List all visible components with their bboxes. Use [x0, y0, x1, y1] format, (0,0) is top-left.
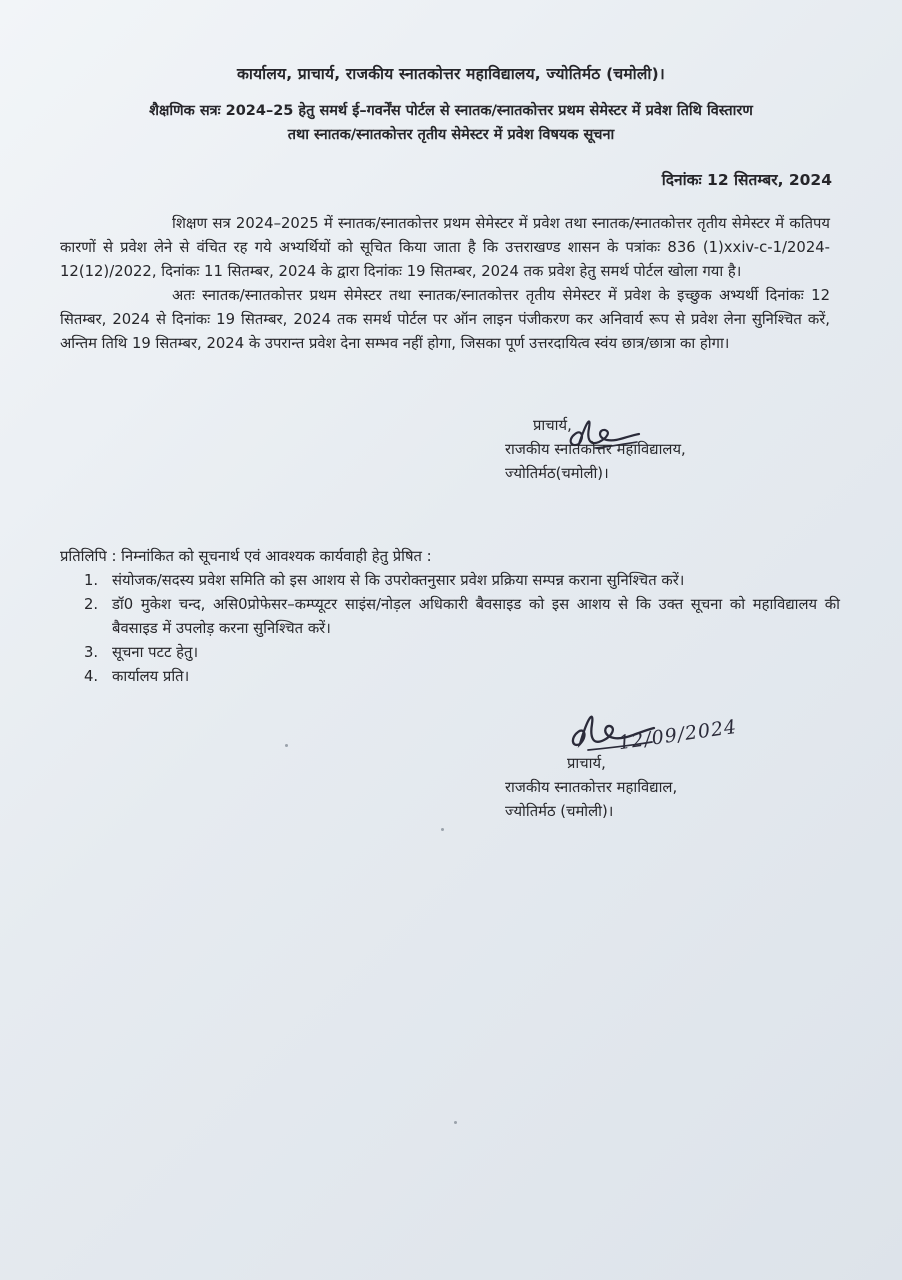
sig1-title: प्राचार्य, — [533, 417, 572, 434]
sig2-college: राजकीय स्नातकोत्तर महाविद्याल, — [505, 779, 678, 796]
sig1-location: ज्योतिर्मठ(चमोली)। — [505, 465, 609, 482]
list-item-text: संयोजक/सदस्य प्रवेश समिति को इस आशय से कि उपरोक्तनुसार प्रवेश प्रक्रिया सम्पन्न कराना सुनिश्चित करें। — [112, 572, 685, 589]
notice-body — [60, 212, 830, 356]
sig1-college: राजकीय स्नातकोत्तर महाविद्यालय, — [505, 441, 686, 458]
copy-to-heading: प्रतिलिपि : निम्नांकित को सूचनार्थ एवं आवश्यक कार्यवाही हेतु प्रेषित : — [60, 548, 432, 565]
sig2-title: प्राचार्य, — [567, 755, 606, 772]
list-item — [60, 569, 840, 593]
copy-to-section — [60, 545, 840, 689]
list-item-text: डॉ0 मुकेश चन्द, असि0प्रोफेसर–कम्प्यूटर साइंस/नोड़ल अधिकारी बैवसाइड को इस आशय से कि उक्त सूचना को महाविद्यालय की बैवसाइड में उपलोड़ करना सुनिश्चित करें। — [112, 596, 840, 637]
list-item — [60, 641, 840, 665]
notice-date: दिनांकः 12 सितम्बर, 2024 — [661, 171, 832, 189]
sig2-location: ज्योतिर्मठ (चमोली)। — [505, 803, 614, 820]
office-header: कार्यालय, प्राचार्य, राजकीय स्नातकोत्तर महाविद्यालय, ज्योतिर्मठ (चमोली)। — [237, 65, 665, 83]
list-item-number: 2. — [84, 596, 99, 613]
handwritten-date: 12/09/2024 — [617, 715, 739, 755]
subject-line-2: तथा स्नातक/स्नातकोत्तर तृतीय सेमेस्टर में प्रवेश विषयक सूचना — [287, 127, 615, 143]
list-item-text: कार्यालय प्रति। — [112, 668, 190, 685]
list-item — [60, 593, 840, 641]
paper-speck — [285, 744, 288, 747]
notice-subject — [40, 99, 862, 147]
list-item-text: सूचना पटट हेतु। — [112, 644, 199, 661]
list-item-number: 4. — [84, 668, 99, 685]
paper-speck — [441, 828, 444, 831]
paper-speck — [454, 1121, 457, 1124]
list-item — [60, 665, 840, 689]
signature-block-2 — [505, 714, 677, 824]
signature-block-1 — [505, 414, 686, 486]
list-item-number: 1. — [84, 572, 99, 589]
subject-line-1: शैक्षणिक सत्रः 2024–25 हेतु समर्थ ई–गवर्नेंस पोर्टल से स्नातक/स्नातकोत्तर प्रथम सेमेस्टर में प्रवेश तिथि विस्तारण — [149, 103, 753, 119]
paragraph-2: अतः स्नातक/स्नातकोत्तर प्रथम सेमेस्टर तथा स्नातक/स्नातकोत्तर तृतीय सेमेस्टर में प्रवेश के इच्छुक अभ्यर्थी दिनांकः 12 सितम्बर, 2024 से दिनांकः 19 सितम्बर, 2024 तक समर्थ पोर्टल पर ऑन लाइन पंजीकरण कर अनिवार्य रूप से प्रवेश लेना सुनिश्चित करें, अन्तिम तिथि 19 सितम्बर, 2024 के उपरान्त प्रवेश देना सम्भव नहीं होगा, जिसका पूर्ण उत्तरदायित्व स्वंय छात्र/छात्रा का होगा। — [60, 287, 830, 352]
list-item-number: 3. — [84, 644, 99, 661]
copy-to-list — [60, 569, 840, 689]
paragraph-1: शिक्षण सत्र 2024–2025 में स्नातक/स्नातकोत्तर प्रथम सेमेस्टर में प्रवेश तथा स्नातक/स्नातकोत्तर तृतीय सेमेस्टर में कतिपय कारणों से प्रवेश लेने से वंचित रह गये अभ्यर्थियों को सूचित किया जाता है कि उत्तराखण्ड शासन के पत्रांकः 836 (1)xxiv-c-1/2024-12(12)/2022, दिनांकः 11 सितम्बर, 2024 के द्वारा दिनांकः 19 सितम्बर, 2024 तक प्रवेश हेतु समर्थ पोर्टल खोला गया है। — [60, 215, 830, 280]
